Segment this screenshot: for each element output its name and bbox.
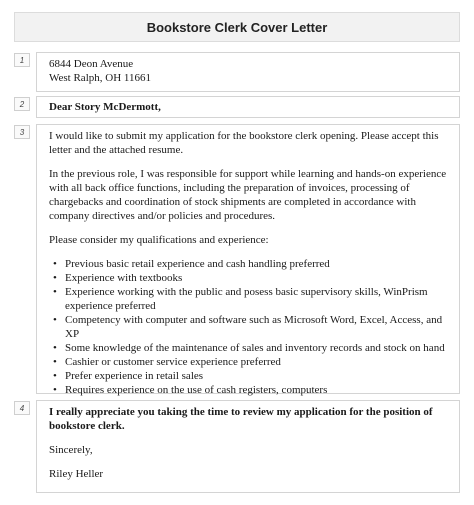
qualification-text: Competency with computer and software such as Microsoft Word, Excel, Access, and XP	[65, 314, 443, 340]
bullet-icon: •	[53, 370, 57, 382]
intro-paragraph: I would like to submit my application for the bookstore clerk opening. Please accept this letter and the attached resume.	[49, 130, 439, 156]
list-item	[49, 257, 449, 271]
signer-name: Riley Heller	[49, 468, 104, 480]
address-street: 6844 Deon Avenue	[49, 58, 134, 70]
bullet-icon: •	[53, 314, 57, 326]
list-item	[49, 313, 449, 341]
qualification-text: Experience with textbooks	[65, 272, 183, 284]
bullet-icon: •	[53, 286, 57, 298]
greeting: Dear Story McDermott,	[49, 101, 161, 113]
list-item	[49, 285, 449, 313]
list-item	[49, 341, 449, 355]
bullet-icon: •	[53, 258, 57, 270]
bullet-icon: •	[53, 384, 57, 396]
appreciation-text: I really appreciate you taking the time to review my application for the position of bookstore clerk.	[49, 406, 433, 432]
section-number-4: 4	[14, 401, 30, 415]
qualification-text: Cashier or customer service experience preferred	[65, 356, 281, 368]
qualification-text: Previous basic retail experience and cash handling preferred	[65, 258, 330, 270]
qualification-text: Experience working with the public and posess basic supervisory skills, WinPrism experience preferred	[65, 286, 428, 312]
list-item	[49, 355, 449, 369]
bullet-icon: •	[53, 356, 57, 368]
qualification-text: Some knowledge of the maintenance of sales and inventory records and stock on hand	[65, 342, 445, 354]
page-title: Bookstore Clerk Cover Letter	[146, 19, 328, 35]
previous-role-paragraph: In the previous role, I was responsible for support while learning and hands-on experience with all back office functions, including the preparation of invoices, processing of chargebacks and coordination of stock shipments are completed in accordance with company directives and/or policies and procedures.	[49, 168, 447, 222]
closing-block	[36, 400, 460, 493]
section-number-2: 2	[14, 97, 30, 111]
list-item	[49, 369, 449, 383]
list-item	[49, 383, 449, 397]
section-number-3: 3	[14, 125, 30, 139]
list-item	[49, 271, 449, 285]
address-block	[36, 52, 460, 92]
address-city: West Ralph, OH 11661	[49, 72, 151, 84]
qualifications-intro: Please consider my qualifications and experience:	[49, 234, 269, 246]
qualification-text: Requires experience on the use of cash registers, computers	[65, 384, 328, 396]
greeting-block	[36, 96, 460, 118]
bullet-icon: •	[53, 272, 57, 284]
title-bar	[14, 12, 460, 42]
letter-body	[36, 124, 460, 394]
qualifications-list	[49, 257, 449, 397]
section-number-1: 1	[14, 53, 30, 67]
signoff: Sincerely,	[49, 444, 93, 456]
bullet-icon: •	[53, 342, 57, 354]
qualification-text: Prefer experience in retail sales	[65, 370, 204, 382]
